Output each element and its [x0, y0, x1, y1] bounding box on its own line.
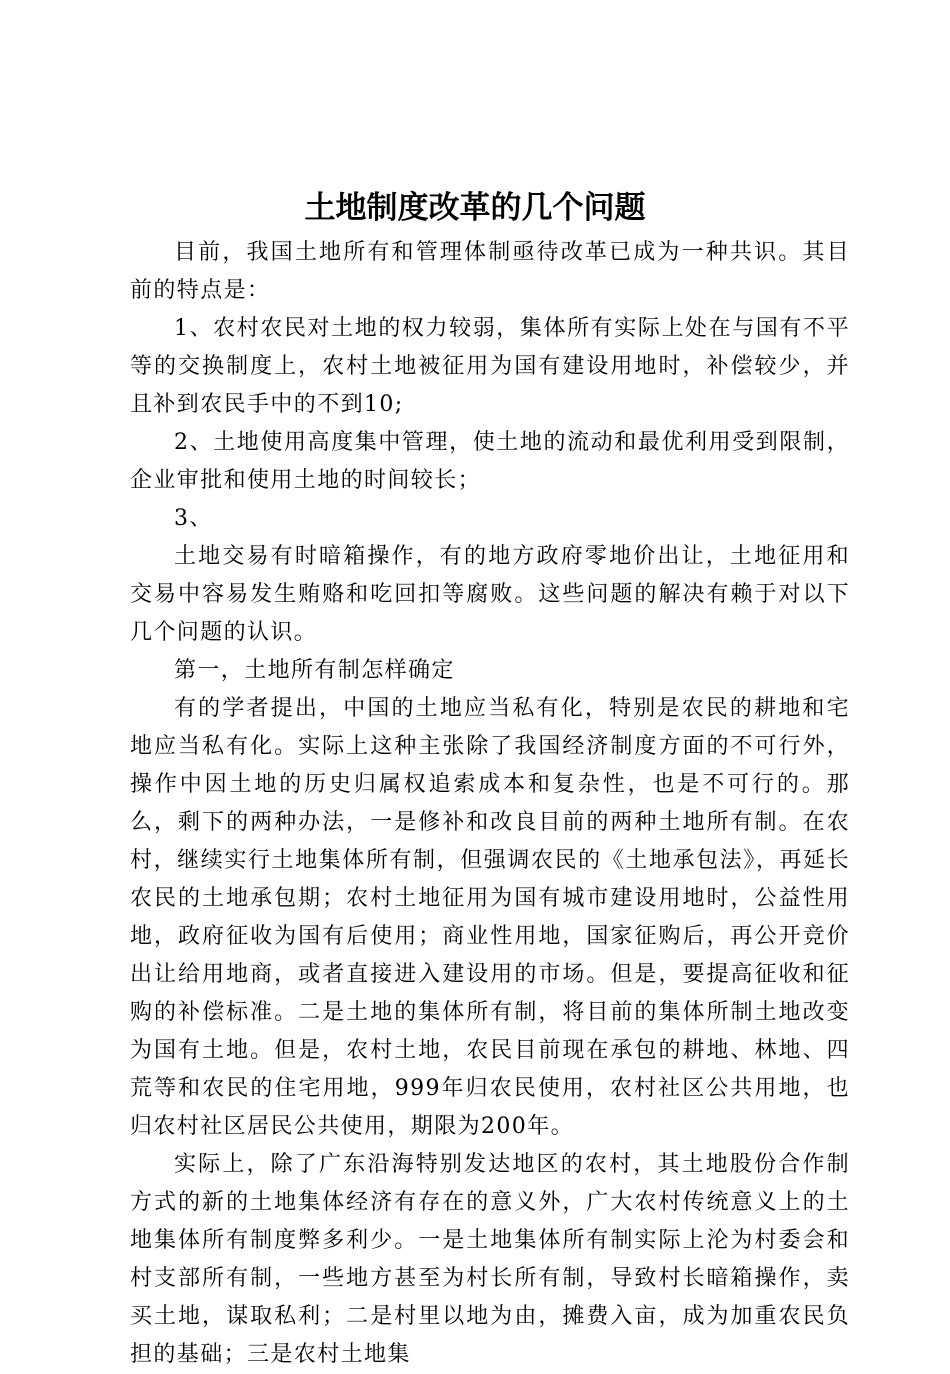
document-body	[130, 234, 850, 1374]
section-heading-first: 第一，土地所有制怎样确定	[174, 658, 455, 683]
paragraph-land-transactions: 土地交易有时暗箱操作，有的地方政府零地价出让，土地征用和交易中容易发生贿赂和吃回扣等腐败。这些问题的解决有赖于对以下几个问题的认识。	[130, 544, 850, 645]
paragraph-point-3: 3、	[174, 506, 213, 531]
paragraph-point-2: 2、土地使用高度集中管理，使土地的流动和最优利用受到限制，企业审批和使用土地的时间较长；	[130, 430, 850, 493]
paragraph-intro: 目前，我国土地所有和管理体制亟待改革已成为一种共识。其目前的特点是：	[130, 240, 850, 303]
document-title: 土地制度改革的几个问题	[304, 190, 646, 226]
paragraph-ownership-discussion: 有的学者提出，中国的土地应当私有化，特别是农民的耕地和宅地应当私有化。实际上这种主张除了我国经济制度方面的不可行外，操作中因土地的历史归属权追索成本和复杂性，也是不可行的。那么，剩下的两种办法，一是修补和改良目前的两种土地所有制。在农村，继续实行土地集体所有制，但强调农民的《土地承包法》，再延长农民的土地承包期；农村土地征用为国有城市建设用地时，公益性用地，政府征收为国有后使用；商业性用地，国家征购后，再公开竞价出让给用地商，或者直接进入建设用的市场。但是，要提高征收和征购的补偿标准。二是土地的集体所有制，将目前的集体所制土地改变为国有土地。但是，农村土地，农民目前现在承包的耕地、林地、四荒等和农民的住宅用地，999年归农民使用，农村社区公共用地，也归农村社区居民公共使用，期限为200年。	[130, 696, 850, 1139]
paragraph-collective-ownership: 实际上，除了广东沿海特别发达地区的农村，其土地股份合作制方式的新的土地集体经济有存在的意义外，广大农村传统意义上的土地集体所有制度弊多利少。一是土地集体所有制实际上沦为村委会和村支部所有制，一些地方甚至为村长所有制，导致村长暗箱操作，卖买土地，谋取私利；二是村里以地为由，摊费入亩，成为加重农民负担的基础；三是农村土地集	[130, 1152, 850, 1367]
paragraph-point-1: 1、农村农民对土地的权力较弱，集体所有实际上处在与国有不平等的交换制度上，农村土地被征用为国有建设用地时，补偿较少，并且补到农民手中的不到10;	[130, 316, 850, 417]
